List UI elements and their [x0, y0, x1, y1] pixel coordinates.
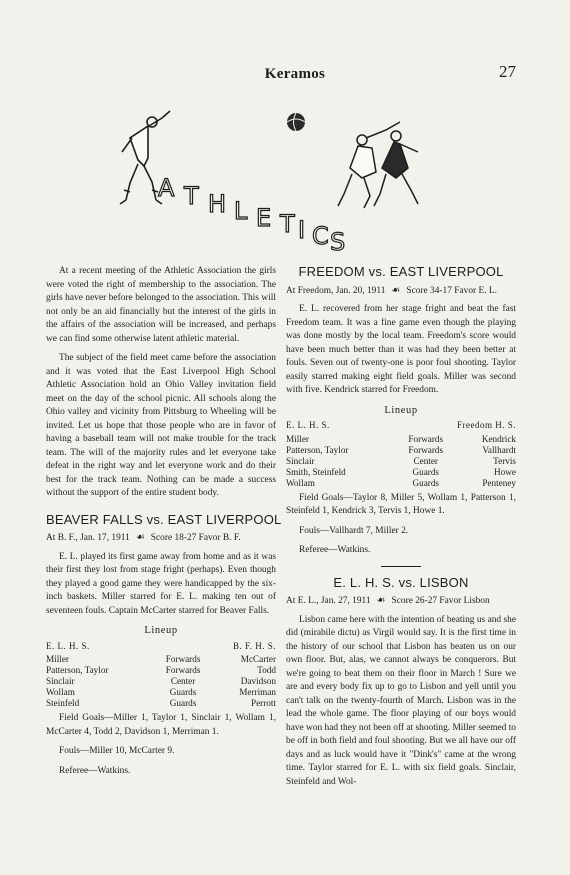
ornament-icon: ☙: [376, 595, 386, 606]
game1-team-away: B. F. H. S.: [232, 640, 276, 651]
lineup-position: Guards: [412, 477, 440, 488]
table-row: [286, 456, 516, 467]
game2-date: At Freedom, Jan. 20, 1911: [286, 285, 386, 296]
game2-report: E. L. recovered from her stage fright and beat the fast Freedom team. It was a fine game even though the playing was done mostly by the local team. Freedom's score would have been much better than it was had they been better at fouls. Seven out of twenty-one is poor foul shooting. Taylor easily starred making eight field goals. Miller was second with five. Kendrick starred for Freedom.: [286, 304, 516, 395]
game1-fouls: Fouls—Miller 10, McCarter 9.: [59, 746, 175, 756]
section-divider: [381, 566, 421, 567]
game2-score: Score 34-17 Favor E. L.: [406, 285, 497, 296]
lineup-away: Penteney: [482, 477, 516, 488]
game1-team-home: E. L. H. S.: [46, 640, 90, 651]
lineup-home: Steinfeld: [46, 698, 80, 708]
letter-t2: T: [280, 210, 295, 238]
letter-s: S: [330, 228, 346, 256]
running-title: Keramos: [264, 66, 326, 82]
lineup-home: Wollam: [46, 687, 75, 697]
lineup-home: Wollam: [286, 477, 315, 488]
game1-headline: BEAVER FALLS vs. EAST LIVERPOOL: [46, 511, 282, 527]
intro-paragraph-1: At a recent meeting of the Athletic Association the girls were voted the right of membership to the association. The girls have never before belonged to the association. This will not only be an aid financially but the interest of the girls in the affairs of the association will be increased, and perhaps we can find some otherwise latent athletic material.: [46, 266, 276, 344]
letter-l: L: [234, 197, 248, 225]
right-column: [286, 265, 516, 795]
lineup-position: Guards: [412, 466, 440, 477]
lineup-away: Kendrick: [481, 433, 516, 444]
lineup-away: Tervis: [493, 455, 516, 466]
game1-lineup-table: [46, 654, 276, 709]
game1-lineup-title: Lineup: [144, 625, 178, 636]
lineup-away: Todd: [257, 665, 276, 675]
game1-dateline: [46, 531, 276, 546]
game3-score: Score 26-27 Favor Lisbon: [391, 596, 490, 606]
lineup-position: Forwards: [408, 444, 444, 455]
intro-paragraph-2: The subject of the field meet came before the association and it was voted that the East Liverpool High School Athletic Association hold an Ohio Valley invitation field meet on the day of the school picnic. All schools along the Ohio valley and vicinity from Pittsburg to Wheeling will be invited. Let us hope that those people who are in favor of having a baseball team will not make trouble for the track team. The will of the majority rules and let everyone take defeat in the right way and let everyone work and do their best for the track team. Nothing can be made a success without the support of the entire student body.: [46, 353, 276, 498]
lineup-away: Perrott: [250, 698, 276, 708]
lineup-home: Miller: [46, 654, 69, 664]
game2-lineup-table: [286, 434, 516, 489]
lineup-home: Sinclair: [46, 676, 75, 686]
lineup-home: Smith, Steinfeld: [286, 466, 346, 477]
game1-report: E. L. played its first game away from home and as it was their first they lost from stage fright (perhaps). Even though they played a good game they were handicapped by the six-inch baskets. Miller starred for E. L. making ten out of seventeen fouls. Captain McCarter starred for Beaver Falls.: [46, 551, 276, 616]
game2-lineup-teams: [286, 419, 516, 433]
game3-date: At E. L., Jan. 27, 1911: [286, 596, 371, 606]
table-row: [46, 698, 276, 709]
game2-headline: FREEDOM vs. EAST LIVERPOOL: [298, 264, 504, 279]
game2-team-away: Freedom H. S.: [457, 420, 516, 430]
game3-headline: E. L. H. S. vs. LISBON: [333, 574, 469, 590]
lineup-away: McCarter: [240, 654, 276, 664]
table-row: [286, 478, 516, 489]
letter-c: C: [312, 222, 329, 250]
table-row: [46, 687, 276, 698]
game2-lineup-title: Lineup: [384, 404, 418, 416]
game2-fouls: Fouls—Vallhardt 7, Miller 2.: [299, 525, 409, 536]
game1-score: Score 18-27 Favor B. F.: [150, 533, 241, 543]
table-row: [46, 676, 276, 687]
table-row: [286, 434, 516, 445]
table-row: [46, 665, 276, 676]
lineup-position: Center: [413, 455, 438, 466]
game1-referee: Referee—Watkins.: [59, 765, 131, 776]
game2-referee: Referee—Watkins.: [299, 545, 371, 555]
game2-team-home: E. L. H. S.: [286, 420, 330, 430]
game3-report: Lisbon came here with the intention of beating us and she did (mirabile dictu) as Virgil would say. It is the first time in the history of our school that Lisbon has beaten us on our own floor. But, alas, we cannot always be conquerors. But we're going to beat them on their floor in March ! Sure we are and every body fix up to go to Lisbon and yell until you can't talk on the twenty-fourth of March. Lisbon was in the lead the whole game. The floor playing of our boys would have won had they not been off at shooting. Miller seemed to be off in both field and foul shooting. But we all have our off days and as luck would have it "Dink's" came at the wrong time. Taylor starred for E. L. with six field goals. Sinclair, Steinfeld and Wol-: [286, 614, 516, 787]
game2-field-goals: Field Goals—Taylor 8, Miller 5, Wollam 1, Patterson 1, Steinfeld 1, Kendrick 3, Tervis 1, Howe 1.: [286, 492, 516, 516]
lineup-position: Guards: [169, 698, 197, 708]
game2-dateline: [286, 284, 516, 299]
basketball-icon: [287, 113, 305, 131]
lineup-position: Guards: [169, 687, 197, 697]
game1-field-goals: Field Goals—Miller 1, Taylor 1, Sinclair 1, Wollam 1, McCarter 4, Todd 2, Davidson 1, Merriman 1.: [46, 713, 276, 737]
lineup-position: Forwards: [408, 433, 444, 444]
table-row: [46, 654, 276, 665]
players-right-figure: [338, 122, 418, 208]
lineup-position: Forwards: [165, 654, 201, 664]
lineup-home: Sinclair: [286, 455, 315, 466]
lineup-home: Miller: [286, 433, 309, 444]
ornament-icon: ☙: [135, 532, 145, 543]
table-row: [286, 445, 516, 456]
page-number: 27: [499, 62, 516, 81]
lineup-away: Vallhardt: [482, 444, 516, 455]
letter-h: H: [208, 190, 227, 218]
lineup-away: Merriman: [239, 687, 276, 697]
game3-dateline: [286, 594, 516, 609]
game1-date: At B. F., Jan. 17, 1911: [46, 533, 130, 543]
table-row: [286, 467, 516, 478]
lineup-away: Howe: [494, 466, 516, 477]
lineup-home: Patterson, Taylor: [286, 444, 349, 455]
athletics-banner: [100, 108, 490, 256]
lineup-position: Center: [170, 676, 196, 686]
lineup-position: Forwards: [165, 665, 201, 675]
letter-a: A: [158, 174, 175, 202]
athletics-lettering: [158, 174, 345, 256]
game1-lineup-teams: [46, 640, 276, 654]
lineup-home: Patterson, Taylor: [46, 665, 109, 675]
letter-e: E: [256, 204, 272, 232]
ornament-icon: ☙: [391, 284, 401, 296]
letter-i: I: [298, 216, 306, 244]
left-column: [46, 265, 282, 784]
letter-t: T: [184, 182, 199, 210]
lineup-away: Davidson: [240, 676, 276, 686]
